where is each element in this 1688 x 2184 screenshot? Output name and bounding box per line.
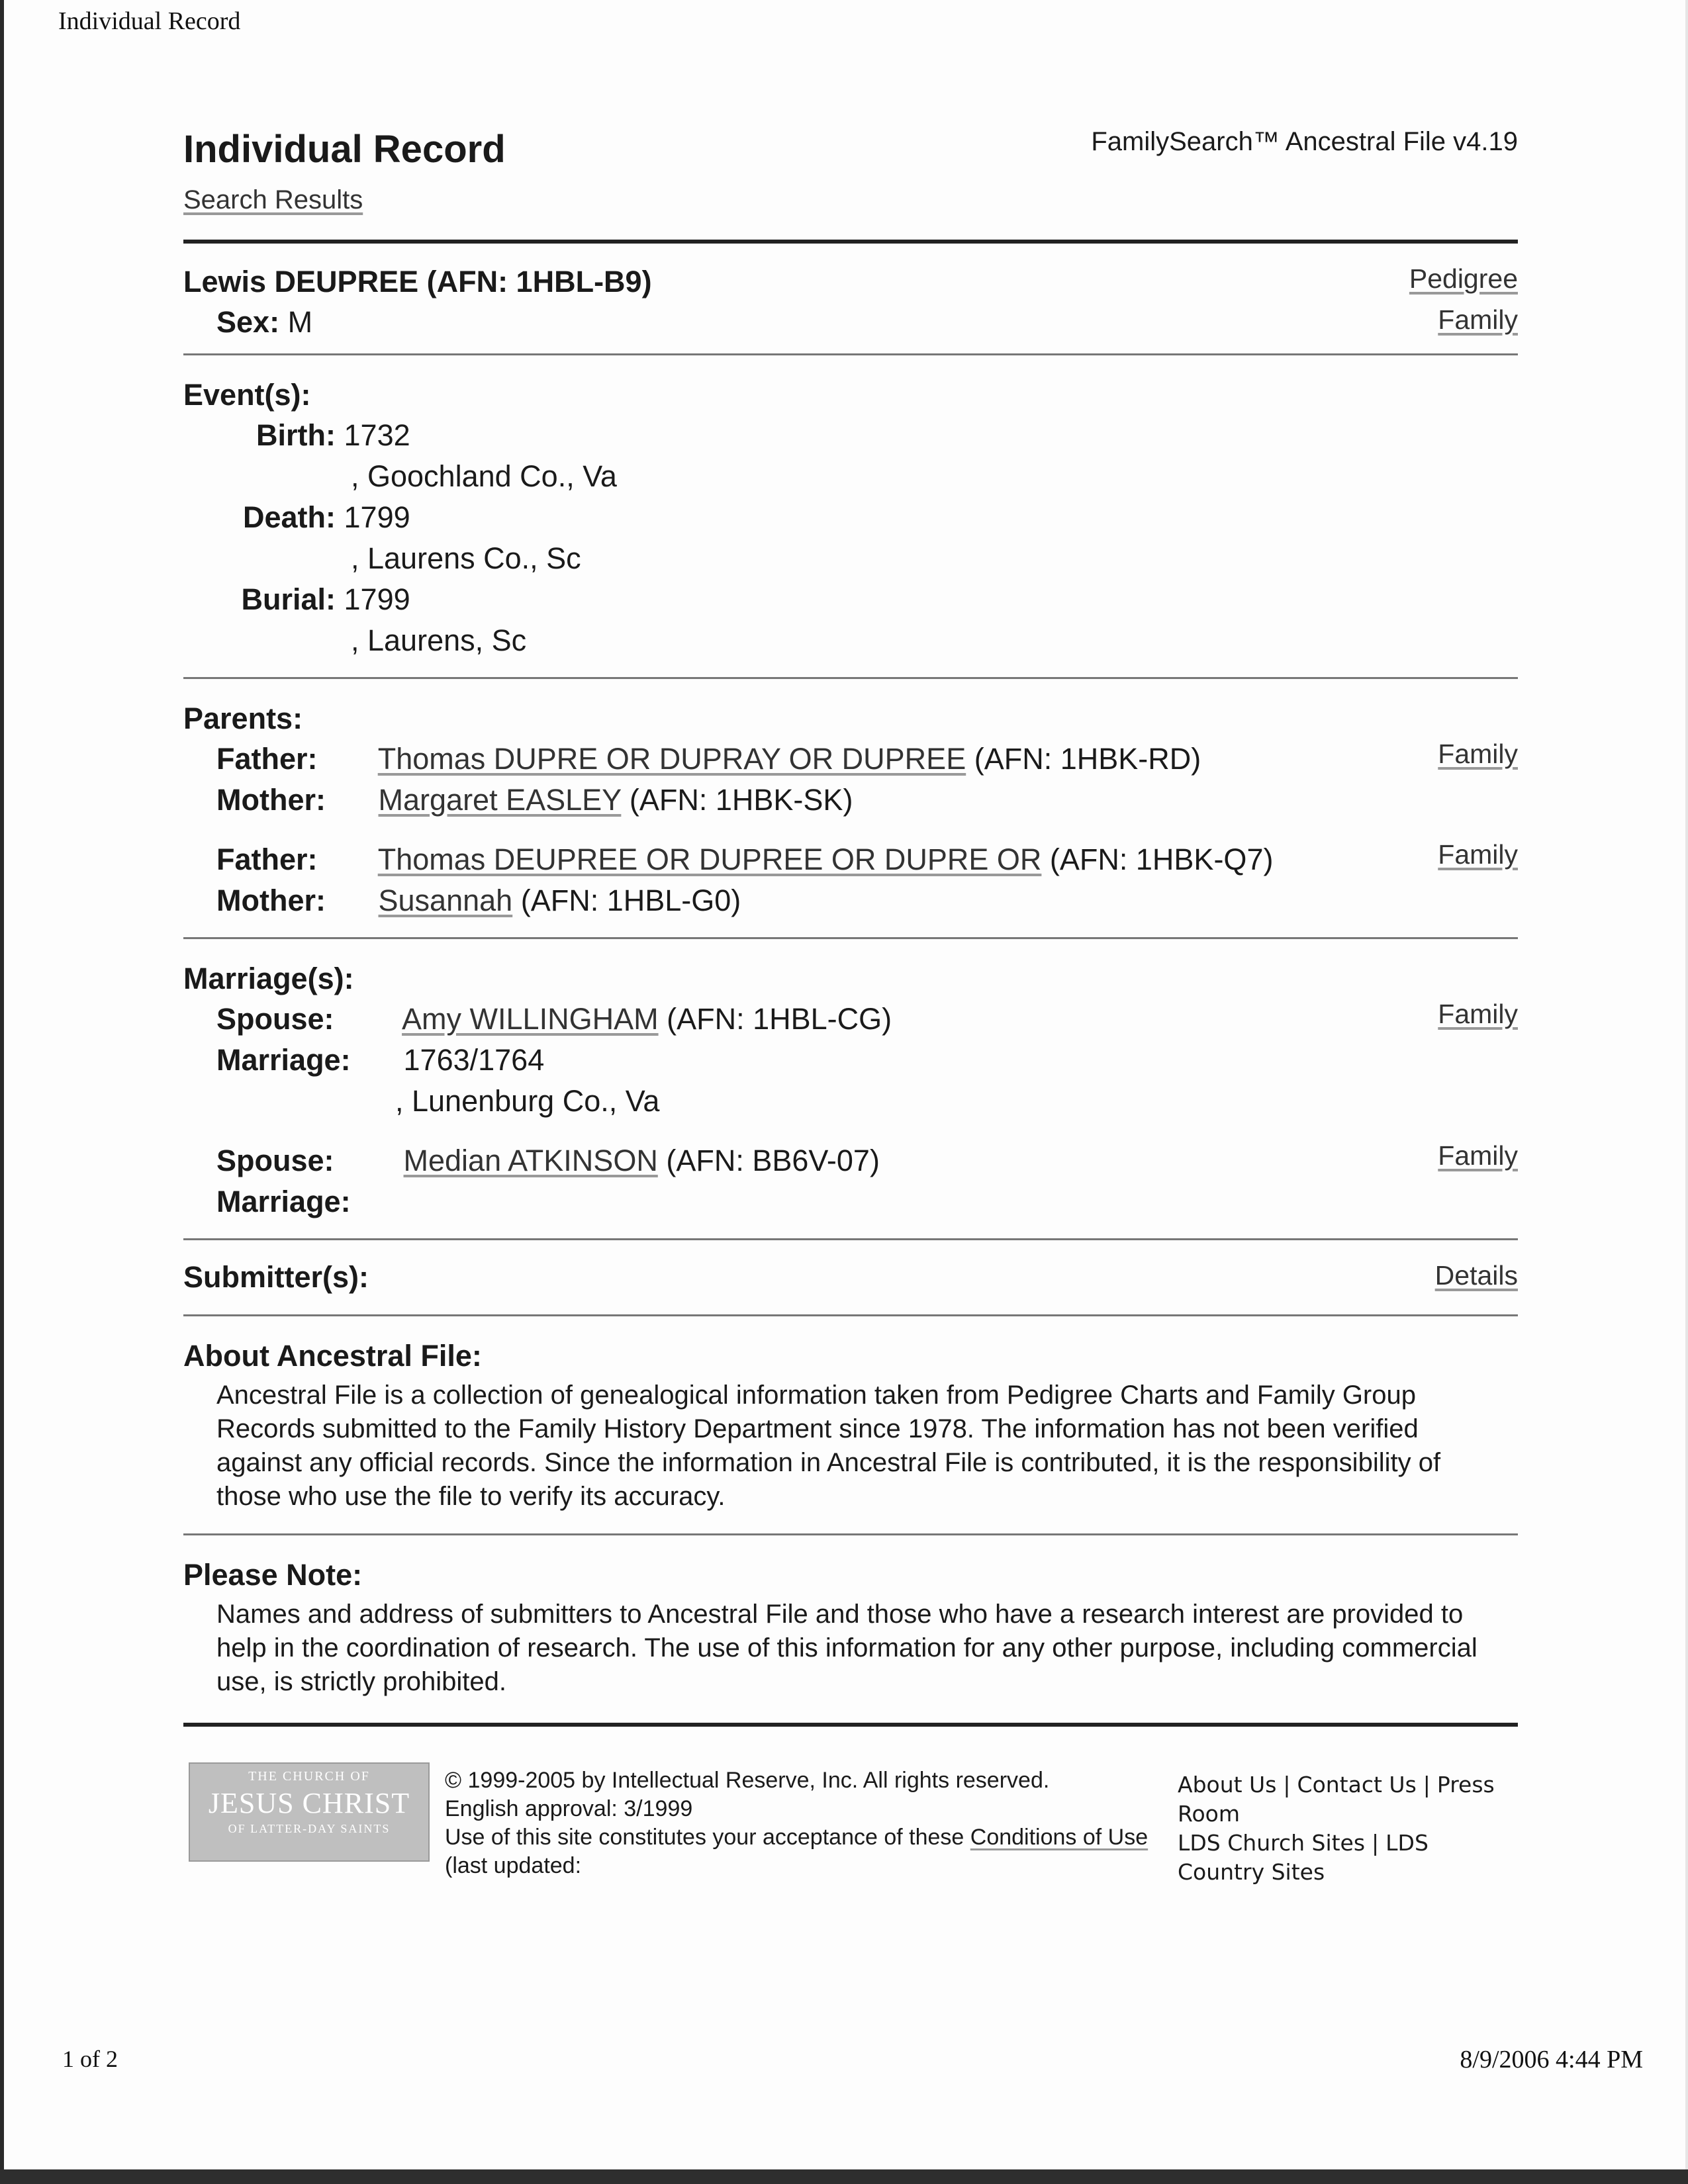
link-separator: | [1372,1830,1380,1856]
mother-name-link[interactable]: Susannah [378,884,513,917]
spouse-label: Spouse: [216,1002,334,1036]
event-date: 1799 [344,582,410,616]
church-logo[interactable] [189,1762,430,1862]
link-separator: | [1423,1772,1430,1797]
mother-afn: (AFN: 1HBL-G0) [520,884,741,917]
print-date: 8/9/2006 4:44 PM [1460,2046,1643,2073]
parent-set [183,739,1518,821]
spouse-name-link[interactable]: Amy WILLINGHAM [402,1002,659,1036]
about-text: Ancestral File is a collection of genealogical information taken from Pedigree Charts and Family Group Records submitted to the Family History Department since 1978. The information has not been verified against any official records. Since the information in Ancestral File is contributed, it is the responsibility of those who use the file to verify its accuracy. [216,1381,1441,1511]
father-row [183,839,1518,880]
footer-links [1178,1770,1522,1887]
individual-section [183,244,1518,353]
note-section [183,1535,1518,1723]
lds-church-sites-link[interactable]: LDS Church Sites [1178,1830,1366,1856]
copyright-text: © 1999-2005 by Intellectual Reserve, Inc. All rights reserved. [445,1768,1050,1793]
event-date: 1732 [344,418,410,452]
approval-text: English approval: 3/1999 [445,1796,693,1821]
title-row [183,113,1518,185]
mother-name-link[interactable]: Margaret EASLEY [378,783,622,817]
terms-suffix: (last updated: [445,1853,582,1878]
father-afn: (AFN: 1HBK-RD) [974,742,1201,776]
submitters-section [183,1240,1518,1314]
mother-label: Mother: [216,783,326,817]
terms-text [445,1823,1160,1880]
marriage-entry [183,999,1518,1122]
spouse-afn: (AFN: BB6V-07) [666,1144,880,1177]
record-page [183,113,1518,1887]
logo-line-2: JESUS CHRIST [208,1787,410,1819]
parents-family-link[interactable]: Family [1438,739,1518,769]
note-text: Names and address of submitters to Ancestral File and those who have a research interest are provided to help in the coordination of research. The use of this information for any other purpose, including commercial use, is strictly prohibited. [216,1600,1477,1696]
event-birth [183,415,1518,456]
scan-bottom-edge [0,2169,1688,2184]
about-heading: About Ancestral File: [183,1339,482,1373]
events-heading: Event(s): [183,378,311,412]
mother-row [183,780,1518,821]
about-section [183,1316,1518,1533]
marriage-family-link[interactable]: Family [1438,1140,1518,1171]
spouse-row [183,999,1518,1040]
terms-prefix: Use of this site constitutes your acceptance of these [445,1825,964,1850]
event-label: Burial: [241,582,336,616]
marriage-row [183,1040,1518,1081]
sex-label: Sex: [216,305,280,339]
mother-label: Mother: [216,884,326,917]
event-burial [183,579,1518,620]
father-row [183,739,1518,780]
marriages-heading: Marriage(s): [183,962,354,995]
search-results-row [183,185,1518,214]
parents-heading: Parents: [183,702,303,735]
submitters-heading: Submitter(s): [183,1260,369,1294]
event-label: Death: [242,500,336,534]
marriage-date: 1763/1764 [403,1043,545,1077]
conditions-of-use-link[interactable]: Conditions of Use [970,1825,1149,1850]
spouse-afn: (AFN: 1HBL-CG) [667,1002,892,1036]
individual-name: Lewis DEUPREE (AFN: 1HBL-B9) [183,265,652,298]
scan-right-edge [1685,0,1688,2184]
pedigree-link[interactable]: Pedigree [1409,263,1518,294]
father-name-link[interactable]: Thomas DUPRE OR DUPRAY OR DUPREE [377,742,966,776]
lds-country-sites-link[interactable]: LDS Country Sites [1178,1830,1429,1885]
sex-value: M [287,305,313,339]
logo-line-3: OF LATTER-DAY SAINTS [228,1822,391,1835]
spouse-label: Spouse: [216,1144,334,1177]
search-results-link[interactable]: Search Results [183,185,363,214]
note-heading: Please Note: [183,1558,363,1592]
app-version: FamilySearch™ Ancestral File v4.19 [1091,127,1518,156]
parents-family-link[interactable]: Family [1438,839,1518,870]
parents-section [183,679,1518,937]
spouse-name-link[interactable]: Median ATKINSON [403,1144,658,1177]
marriage-place: , Lunenburg Co., Va [395,1084,660,1118]
about-us-link[interactable]: About Us [1178,1772,1277,1797]
submitter-details-link[interactable]: Details [1434,1260,1518,1291]
father-name-link[interactable]: Thomas DEUPREE OR DUPREE OR DUPRE OR [377,842,1042,876]
event-place: , Laurens Co., Sc [351,541,581,575]
logo-line-1: THE CHURCH OF [248,1769,370,1784]
event-date: 1799 [344,500,410,534]
footer-legal [445,1766,1160,1880]
page-title: Individual Record [183,128,506,171]
father-afn: (AFN: 1HBK-Q7) [1049,842,1274,876]
scan-left-edge [0,0,4,2184]
marriages-section [183,939,1518,1238]
father-label: Father: [216,842,318,876]
father-label: Father: [216,742,318,776]
event-death [183,497,1518,538]
footer [183,1741,1518,1887]
individual-family-link[interactable]: Family [1438,304,1518,335]
mother-row [183,880,1518,921]
marriage-row [183,1181,1518,1222]
press-room-link[interactable]: Press Room [1178,1772,1495,1827]
parent-set [183,839,1518,921]
mother-afn: (AFN: 1HBK-SK) [629,783,853,817]
link-separator: | [1283,1772,1291,1797]
print-page-number: 1 of 2 [62,2046,118,2072]
print-header: Individual Record [58,7,241,35]
marriage-entry [183,1140,1518,1222]
contact-us-link[interactable]: Contact Us [1297,1772,1417,1797]
footer-divider [183,1723,1518,1727]
marriage-label: Marriage: [216,1043,351,1077]
marriage-family-link[interactable]: Family [1438,999,1518,1029]
sex-row [183,302,1518,343]
event-place: , Laurens, Sc [351,623,527,657]
events-section [183,355,1518,677]
marriage-label: Marriage: [216,1185,351,1218]
event-place: , Goochland Co., Va [351,459,617,493]
spouse-row [183,1140,1518,1181]
event-label: Birth: [256,418,336,452]
